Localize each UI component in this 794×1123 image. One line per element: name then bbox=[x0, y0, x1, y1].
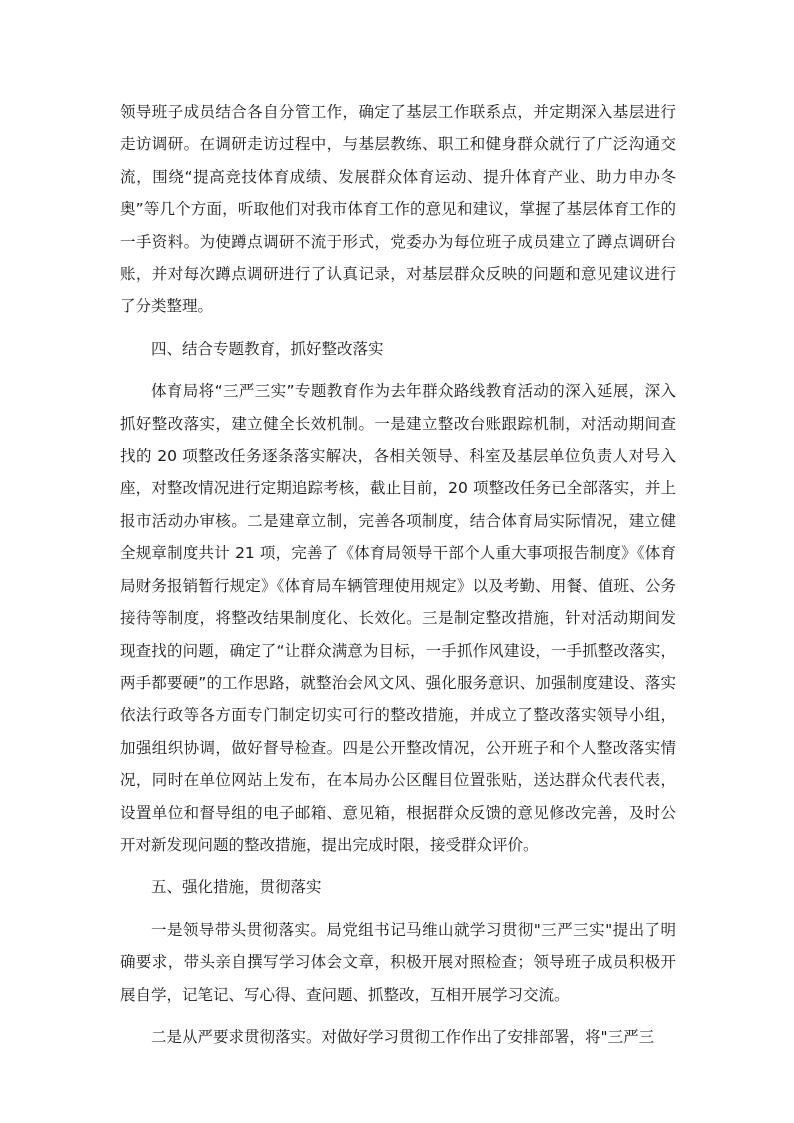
paragraph-body-4: 二是从严要求贯彻落实。对做好学习贯彻工作作出了安排部署，将"三严三 bbox=[151, 1027, 655, 1046]
section-heading-5: 五、强化措施，贯彻落实 bbox=[151, 878, 322, 897]
paragraph-body-3: 一是领导带头贯彻落实。局党组书记马维山就学习贯彻"三严三实"提出了明确要求，带头亲自撰写学习体会文章，积极开展对照检查；领导班子成员积极开展自学，记笔记、写心得、查问题、抓整改，互相开展学习交流。 bbox=[120, 920, 676, 1004]
document-page bbox=[120, 96, 676, 1063]
paragraph-body-2: 体育局将“三严三实”专题教育作为去年群众路线教育活动的深入延展，深入抓好整改落实，建立健全长效机制。一是建立整改台账跟踪机制，对活动期间查找的 20 项整改任务逐条落实解决，各相关领导、科室及基层单位负责人对号入座，对整改情况进行定期追踪考核，截止目前，20 项整改任务已全部落实，并上报市活动办审核。二是建章立制，完善各项制度，结合体育局实际情况，建立健全规章制度共计 21 项，完善了《体育局领导干部个人重大事项报告制度》《体育局财务报销暂行规定》《体育局车辆管理使用规定》以及考勤、用餐、值班、公务接待等制度，将整改结果制度化、长效化。三是制定整改措施，针对活动期间发现查找的问题，确定了“让群众满意为目标，一手抓作风建设，一手抓整改落实，两手都要硬”的工作思路，就整治会风文风、强化服务意识、加强制度建设、落实依法行政等各方面专门制定切实可行的整改措施，并成立了整改落实领导小组，加强组织协调，做好督导检查。四是公开整改情况，公开班子和个人整改落实情况，同时在单位网站上发布，在本局办公区醒目位置张贴，送达群众代表代表，设置单位和督导组的电子邮箱、意见箱，根据群众反馈的意见修改完善，及时公开对新发现问题的整改措施，提出完成时限，接受群众评价。 bbox=[120, 382, 676, 854]
paragraph-body-1: 领导班子成员结合各自分管工作，确定了基层工作联系点，并定期深入基层进行走访调研。在调研走访过程中，与基层教练、职工和健身群众就行了广泛沟通交流，围绕“提高竞技体育成绩、发展群众体育运动、提升体育产业、助力申办冬奥”等几个方面，听取他们对我市体育工作的意见和建议，掌握了基层体育工作的一手资料。为使蹲点调研不流于形式，党委办为每位班子成员建立了蹲点调研台账，并对每次蹲点调研进行了认真记录，对基层群众反映的问题和意见建议进行了分类整理。 bbox=[120, 103, 676, 316]
section-heading-4: 四、结合专题教育，抓好整改落实 bbox=[151, 339, 384, 358]
